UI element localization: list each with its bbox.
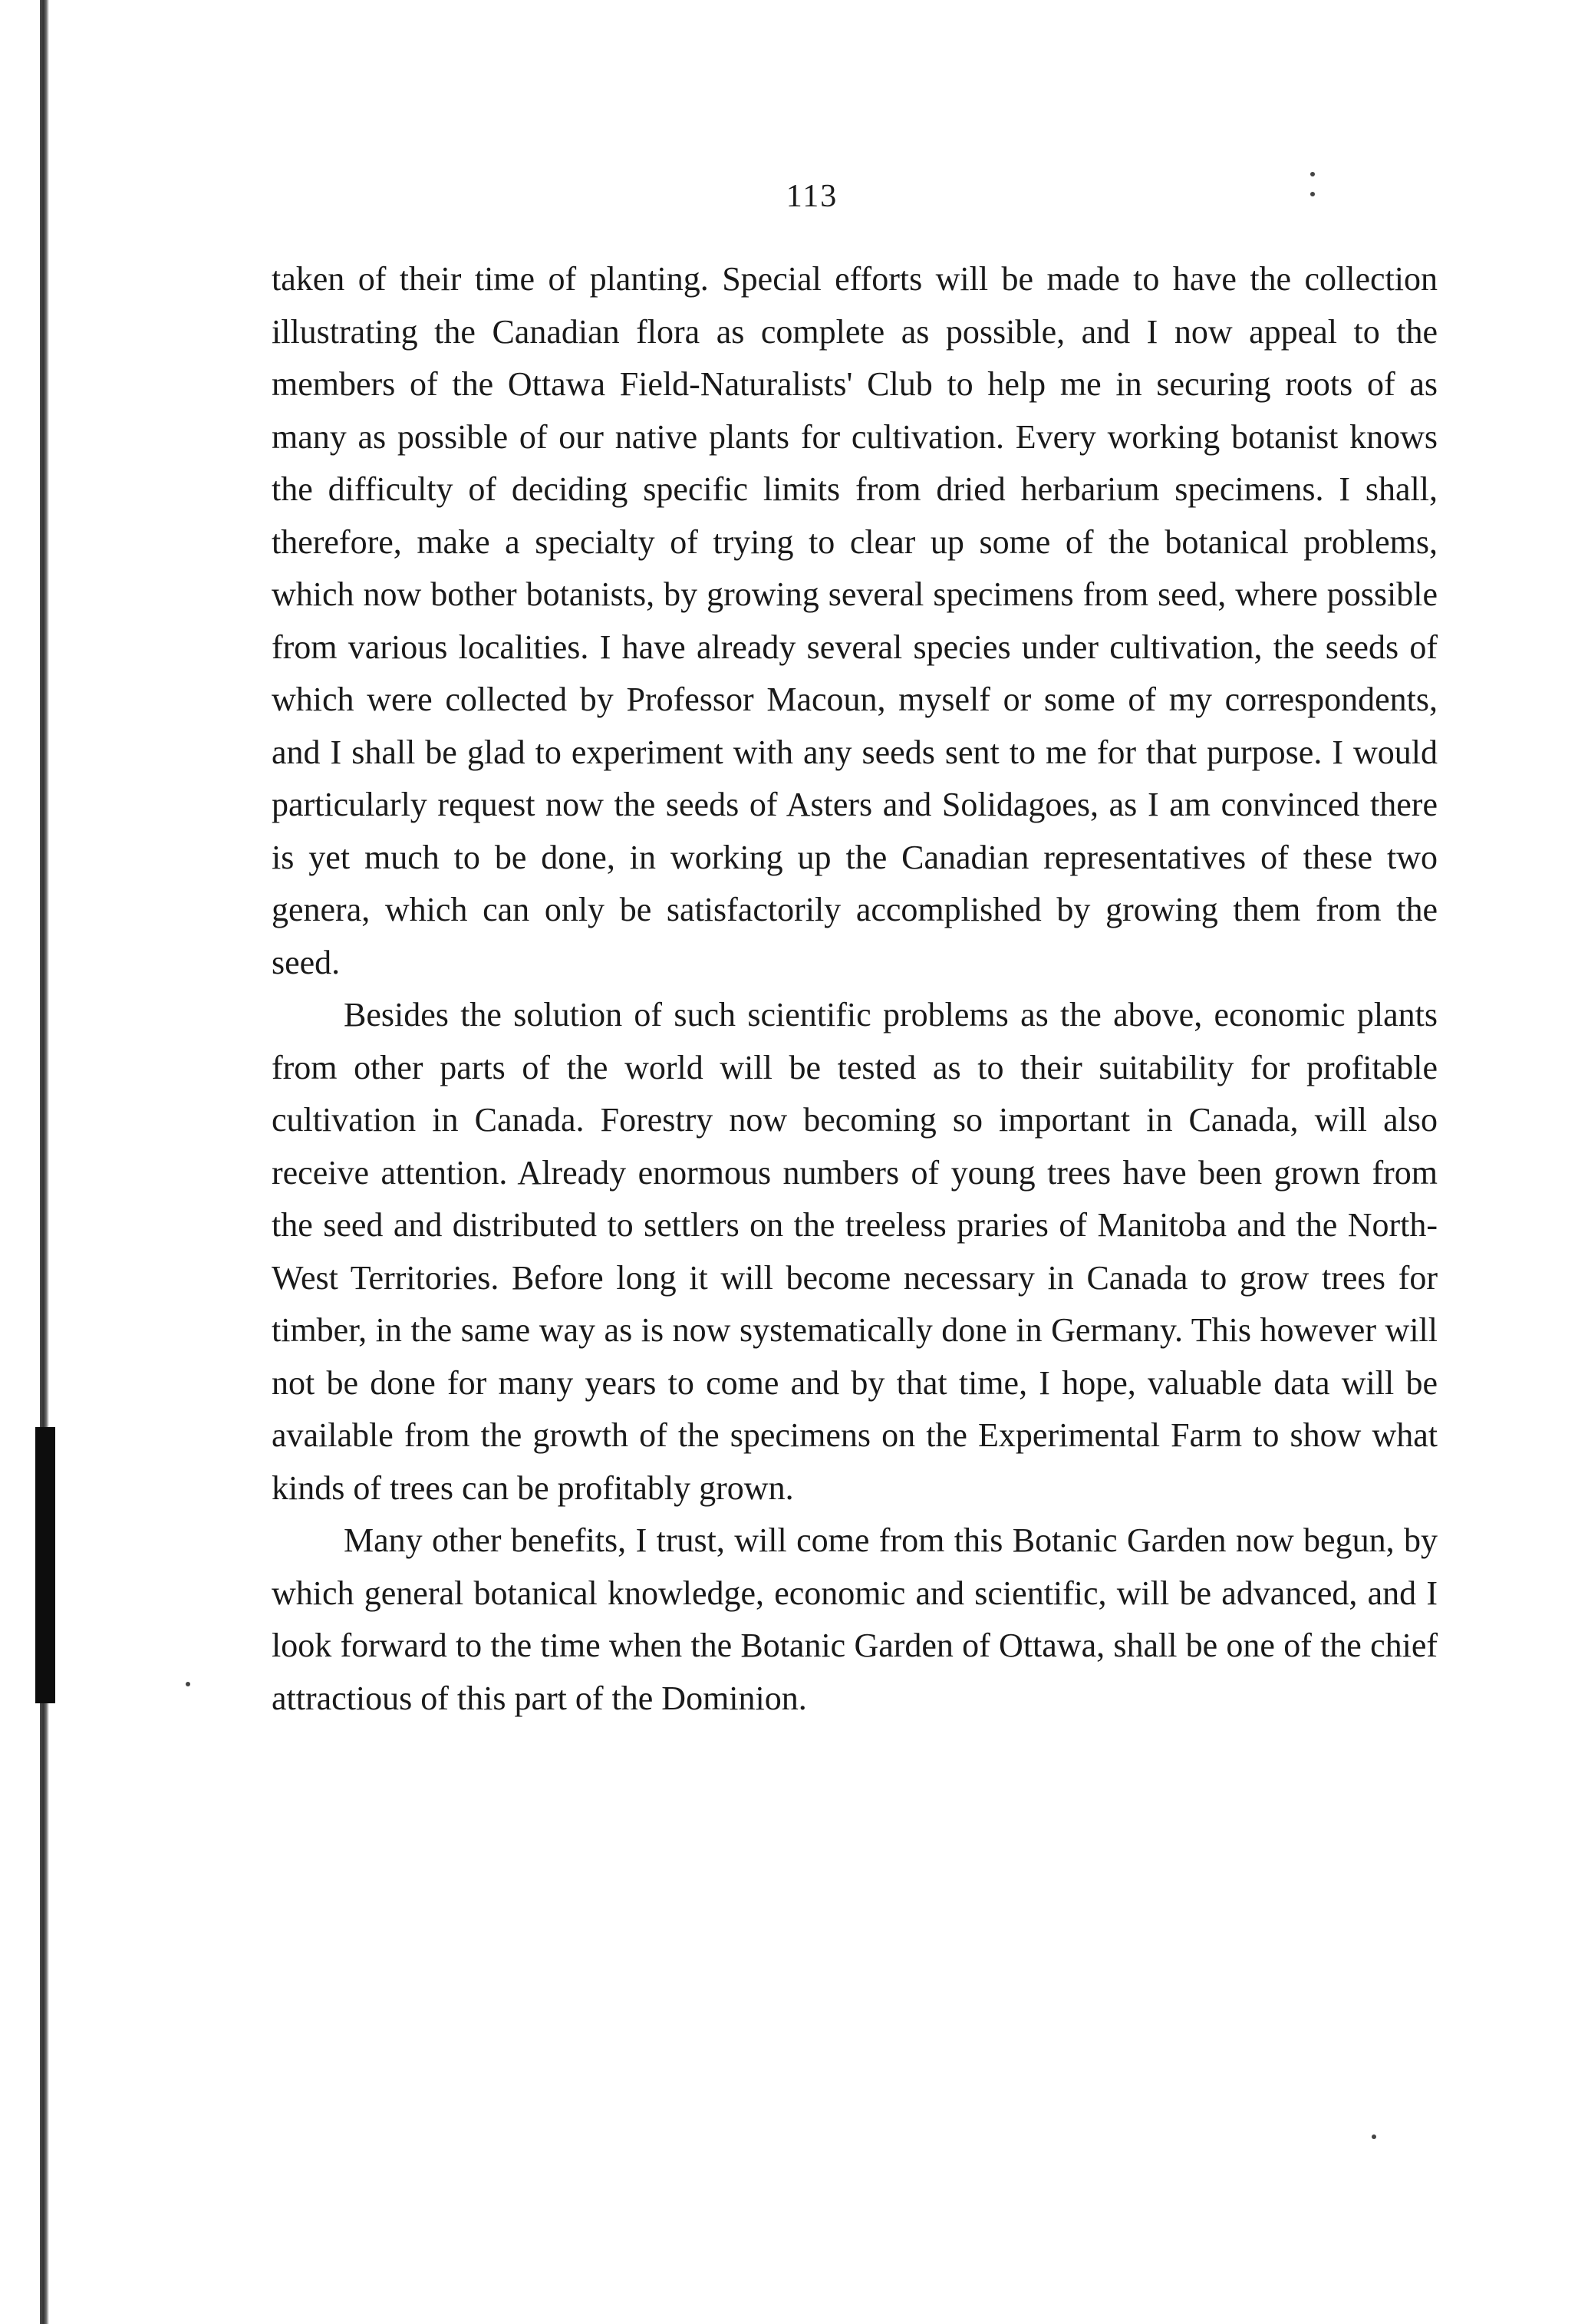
binding-edge-dark-mark xyxy=(35,1427,55,1703)
body-text xyxy=(272,253,1438,1725)
paragraph-3: Many other benefits, I trust, will come from this Botanic Garden now begun, by which general botanical knowledge, economic and scientific, will be advanced, and I look forward to the time when the Botanic Garden of Ottawa, shall be one of the chief attractious of this part of the Dominion. xyxy=(272,1521,1438,1717)
scan-speck xyxy=(1310,172,1315,176)
scan-speck xyxy=(1372,2134,1376,2139)
page-number: 113 xyxy=(786,179,838,214)
binding-edge-shadow xyxy=(40,0,49,2324)
paragraph-2: Besides the solution of such scientific problems as the above, economic plants from other parts of the world will be tested as to their suitability for profitable cultivation in Canada. Forestry now becoming so important in Canada, will also receive attention. Already enormous numbers of young trees have been grown from the seed and distributed to settlers on the treeless praries of Manitoba and the North-West Territories. Before long it will become necessary in Canada to grow trees for timber, in the same way as is now systematically done in Germany. This however will not be done for many years to come and by that time, I hope, valuable data will be available from the growth of the specimens on the Experimental Farm to show what kinds of trees can be profitably grown. xyxy=(272,996,1438,1507)
paragraph-1: taken of their time of planting. Special efforts will be made to have the collection illustrating the Canadian flora as complete as possible, and I now appeal to the members of the Ottawa Field-Naturalists' Club to help me in securing roots of as many as possible of our native plants for cultivation. Every working botanist knows the difficulty of deciding specific limits from dried herbarium specimens. I shall, therefore, make a specialty of trying to clear up some of the botanical problems, which now bother botanists, by growing several specimens from seed, where possible from various localities. I have already several species under cultivation, the seeds of which were collected by Professor Macoun, myself or some of my correspondents, and I shall be glad to experiment with any seeds sent to me for that purpose. I would particularly request now the seeds of Asters and Solidagoes, as I am convinced there is yet much to be done, in working up the Canadian representatives of these two genera, which can only be satisfactorily accomplished by growing them from the seed. xyxy=(272,260,1438,981)
scan-speck xyxy=(186,1682,190,1686)
scan-speck xyxy=(1310,192,1315,196)
